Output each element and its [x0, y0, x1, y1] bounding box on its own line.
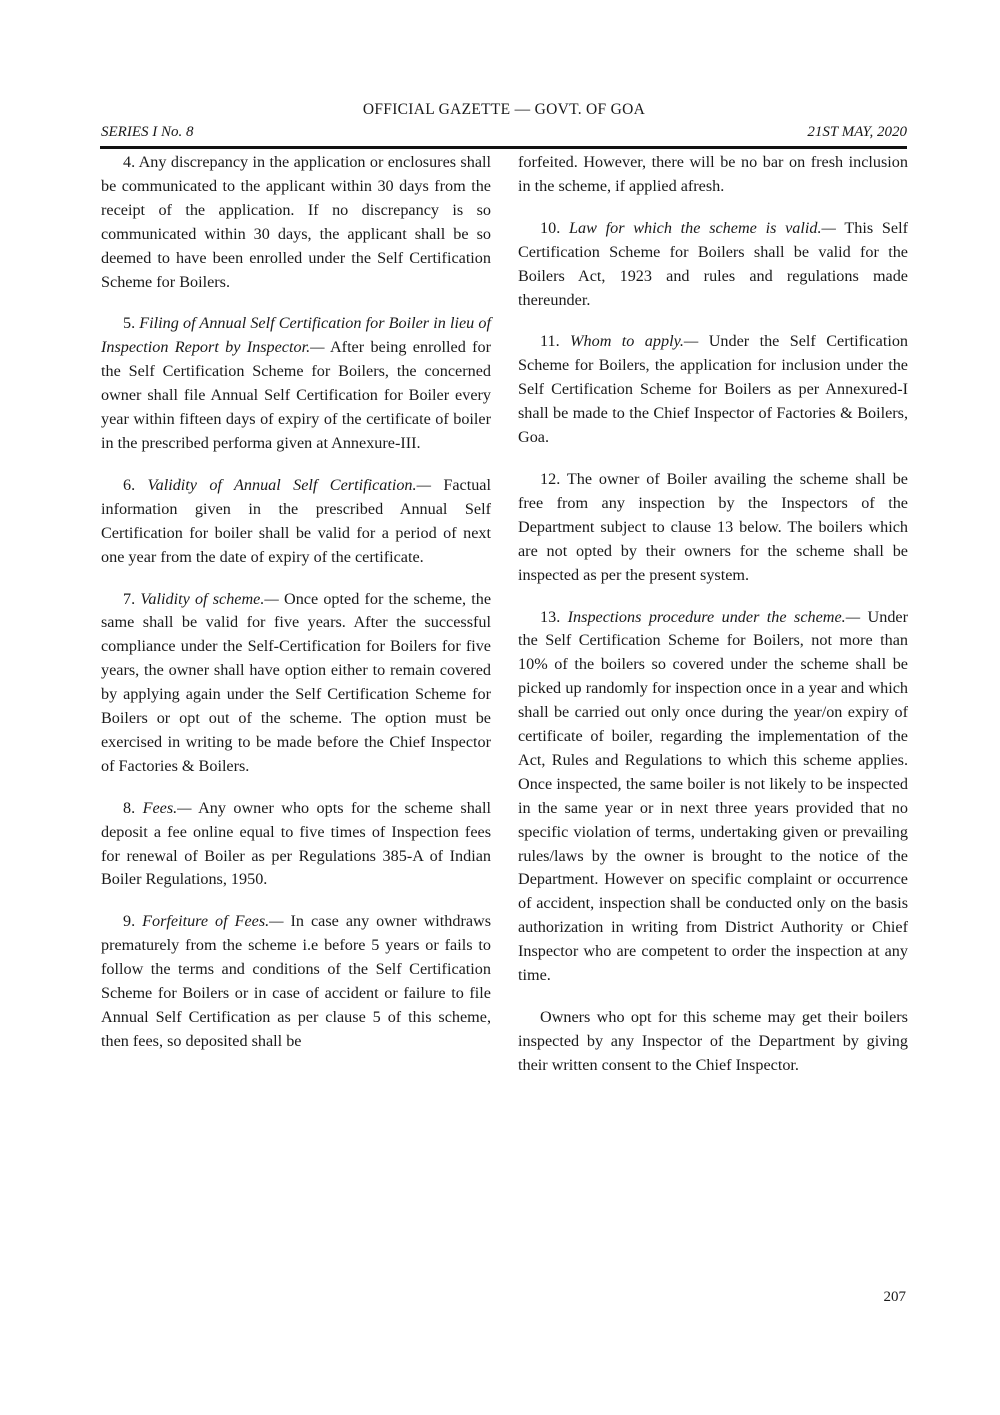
clause-heading: Fees.— — [142, 798, 192, 817]
clause-9-continued: forfeited. However, there will be no bar on fresh inclusion in the scheme, if applied afresh. — [518, 153, 908, 195]
clause-heading: Filing of Annual Self Certification for Boiler in lieu of Inspection Report by Inspector.— — [101, 314, 491, 357]
clause-number: 10. — [540, 218, 561, 237]
clause-number: 8. — [123, 798, 136, 817]
clause-body: Under the Self Certification Scheme for Boilers, the application for inclusion under the Self Certification Scheme for Boilers as per Annexured-I shall be made to the Chief Inspector of Factories & Boilers, Goa. — [518, 332, 909, 447]
clause-number: 11. — [540, 332, 560, 351]
right-column — [518, 151, 908, 1096]
clause-10 — [518, 217, 908, 313]
clause-number: 6. — [123, 475, 136, 494]
clause-number: 7. — [123, 589, 136, 608]
clause-body: Factual information given in the prescribed Annual Self Certification for boiler shall be valid for a period of next one year from the date of expiry of the certificate. — [101, 475, 491, 566]
clause-5 — [101, 312, 491, 455]
owners-note: Owners who opt for this scheme may get their boilers inspected by any Inspector of the Department by giving their written consent to the Chief Inspector. — [518, 1008, 908, 1074]
clause-body: After being enrolled for the Self Certification Scheme for Boilers, the concerned owner shall file Annual Self Certification for Boiler every year within fifteen days of expiry of the certificate of boiler in the prescribed performa given at Annexure-III. — [101, 338, 491, 452]
clause-heading: Inspections procedure under the scheme.— — [567, 607, 861, 626]
clause-13 — [518, 606, 908, 989]
clause-body: This Self Certification Scheme for Boilers shall be valid for the Boilers Act, 1923 and rules and regulations made thereunder. — [518, 218, 909, 309]
clause-9 — [101, 910, 491, 1053]
clause-heading: Whom to apply.— — [570, 332, 699, 351]
clause-heading: Validity of Annual Self Certification.— — [147, 475, 431, 494]
clause-body: Once opted for the scheme, the same shall be valid for five years. After the successful compliance under the Self-Certification for Boilers for five years, the owner shall have option either to remain covered by applying again under the Self Certification Scheme for Boilers or opt out of the scheme. The option must be exercised in writing to be made before the Chief Inspector of Factories & Boilers. — [101, 589, 492, 775]
page-number: 207 — [883, 1289, 906, 1305]
clause-body: Any owner who opts for the scheme shall deposit a fee online equal to five times of Inspection fees for renewal of Boiler as per Regulations 385-A of Indian Boiler Regulations, 1950. — [101, 798, 491, 889]
clause-heading: Law for which the scheme is valid.— — [568, 218, 836, 237]
clause-body: In case any owner withdraws prematurely from the scheme i.e before 5 years or fails to follow the terms and conditions of the Self Certification Scheme for Boilers or in case of accident or failure to file Annual Self Certification as per clause 5 of this scheme, then fees, so deposited shall be — [101, 912, 492, 1050]
gazette-title: OFFICIAL GAZETTE — GOVT. OF GOA — [362, 101, 646, 118]
clause-number: 5. — [123, 314, 136, 333]
clause-8 — [101, 797, 491, 893]
series-number: SERIES I No. 8 — [101, 124, 194, 140]
left-column — [101, 151, 491, 1072]
clause-4: 4. Any discrepancy in the application or enclosures shall be communicated to the applicant within 30 days from the receipt of the application. If no discrepancy is so communicated within 30 days, the applicant shall be so deemed to have been enrolled under the Self Certification Scheme for Boilers. — [101, 153, 491, 291]
clause-number: 9. — [123, 912, 136, 931]
publication-date: 21ST MAY, 2020 — [807, 124, 907, 140]
clause-11 — [518, 330, 908, 450]
clause-6 — [101, 474, 491, 570]
clause-number: 13. — [540, 607, 561, 626]
clause-heading: Validity of scheme.— — [140, 589, 279, 608]
clause-body: Under the Self Certification Scheme for Boilers, not more than 10% of the boilers so covered under the scheme shall be picked up randomly for inspection once in a year and which shall be carried out only once during the year/on expiry of certificate of boiler, regarding the implementation of the Act, Rules and Regulations to which this scheme applies. Once inspected, the same boiler is not likely to be inspected in the same year or in next three years provided that no specific violation of terms, undertaking given or prevailing rules/laws by the owner is brought to the notice of the Department. However on specific complaint or occurrence of accident, inspection shall be conducted only on the basis authorization in writing from District Authority or Chief Inspector who are competent to order the inspection at any time. — [518, 607, 908, 985]
clause-heading: Forfeiture of Fees.— — [142, 912, 284, 931]
clause-12: 12. The owner of Boiler availing the scheme shall be free from any inspection by the Inspectors of the Department subject to clause 13 below. The boilers which are not opted by their owners for the scheme shall be inspected as per the present system. — [518, 469, 908, 584]
header-rule — [100, 146, 907, 149]
clause-7 — [101, 588, 491, 779]
